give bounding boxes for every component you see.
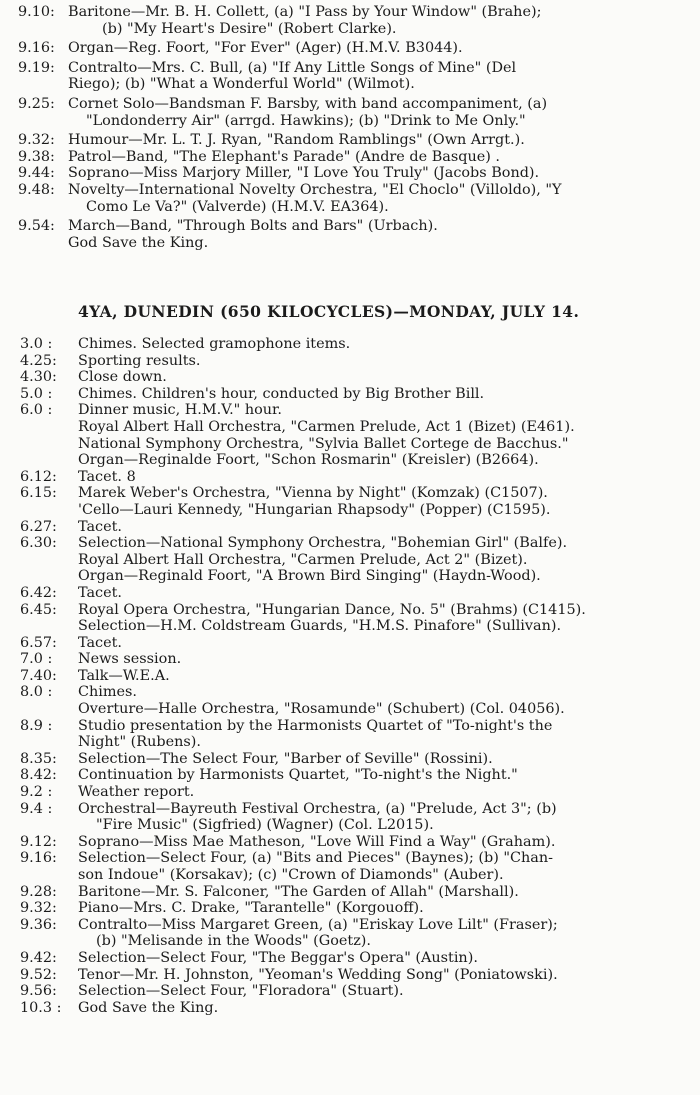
entry-time: 9.36: [20,916,57,933]
entry-line: Selection—National Symphony Orchestra, "Bohemian Girl" (Balfe). [78,535,568,552]
entry-time: 9.16: [18,40,55,57]
entry-line: Royal Opera Orchestra, "Hungarian Dance, No. 5" (Brahms) (C1415). [78,601,586,618]
entry-line: Night" (Rubens). [78,734,201,751]
entry-line: March—Band, "Through Bolts and Bars" (Urbach). [68,218,438,235]
entry-line: Studio presentation by the Harmonists Quartet of "To-night's the [78,717,553,734]
entry-line: Riego); (b) "What a Wonderful World" (Wilmot). [68,76,415,93]
programme-entry [0,485,700,518]
entry-time: 9.44: [18,165,55,182]
programme-entry [0,967,700,984]
4ya-dunedin-programme [0,336,700,1016]
programme-entry [0,4,700,37]
entry-line: Selection—Select Four, "Floradora" (Stuart). [78,983,404,1000]
entry-time: 9.19: [18,59,55,76]
entry-line: News session. [78,651,182,668]
programme-entry [0,917,700,950]
entry-line: Soprano—Miss Mae Matheson, "Love Will Find a Way" (Graham). [78,833,556,850]
entry-time: 9.28: [20,883,57,900]
entry-time: 9.56: [20,983,57,1000]
entry-time: 6.42: [20,584,57,601]
entry-time: 6.15: [20,485,57,502]
entry-time: 3.0 : [20,336,53,352]
programme-entry [0,635,700,652]
entry-time: 8.9 : [20,717,53,734]
entry-line: Organ—Reg. Foort, "For Ever" (Ager) (H.M.V. B3044). [68,40,463,57]
entry-line: Chimes. Selected gramophone items. [78,336,351,352]
entry-time: 7.0 : [20,651,53,668]
programme-entry [0,684,700,717]
entry-line: Contralto—Mrs. C. Bull, (a) "If Any Little Songs of Mine" (Del [68,59,517,76]
entry-line: Selection—Select Four, (a) "Bits and Pieces" (Baynes); (b) "Chan- [78,850,553,867]
programme-entry [0,40,700,57]
entry-time: 6.45: [20,601,57,618]
entry-line: Como Le Va?" (Valverde) (H.M.V. EA364). [86,198,389,215]
entry-time: 8.0 : [20,684,53,701]
entry-time: 5.0 : [20,385,53,402]
programme-entry [0,585,700,602]
programme-entry [0,386,700,403]
programme-entry [0,1000,700,1017]
entry-line: Chimes. Children's hour, conducted by Big Brother Bill. [78,385,485,402]
entry-line: National Symphony Orchestra, "Sylvia Ballet Cortege de Bacchus." [78,435,569,452]
programme-entry [0,801,700,834]
programme-entry [0,602,700,635]
programme-entry [0,519,700,536]
entry-line: Royal Albert Hall Orchestra, "Carmen Prelude, Act 2" (Bizet). [78,551,528,568]
programme-entry [0,218,700,251]
entry-time: 9.52: [20,966,57,983]
entry-line: 'Cello—Lauri Kennedy, "Hungarian Rhapsody" (Popper) (C1595). [78,501,551,518]
entry-time: 9.32: [20,900,57,917]
programme-entry [0,369,700,386]
entry-line: Piano—Mrs. C. Drake, "Tarantelle" (Korgouoff). [78,900,424,917]
programme-entry [0,668,700,685]
entry-time: 8.35: [20,750,57,767]
entry-line: Tacet. [78,634,122,651]
entry-line: Weather report. [78,784,195,801]
entry-line: "Fire Music" (Sigfried) (Wagner) (Col. L2015). [96,817,434,834]
entry-line: Patrol—Band, "The Elephant's Parade" (Andre de Basque) . [68,148,500,165]
entry-time: 9.42: [20,949,57,966]
entry-line: God Save the King. [68,234,209,251]
entry-time: 9.32: [18,132,55,149]
entry-line: Dinner music, H.M.V." hour. [78,402,282,419]
entry-line: Baritone—Mr. B. H. Collett, (a) "I Pass by Your Window" (Brahe); [68,4,542,20]
entry-line: Tenor—Mr. H. Johnston, "Yeoman's Wedding Song" (Poniatowski). [78,966,558,983]
programme-entry [0,182,700,215]
entry-time: 6.0 : [20,402,53,419]
entry-time: 6.57: [20,634,57,651]
entry-line: son Indoue" (Korsakav); (c) "Crown of Diamonds" (Auber). [78,867,504,883]
entry-time: 9.38: [18,148,55,165]
programme-entry [0,132,700,149]
entry-time: 7.40: [20,667,57,684]
programme-entry [0,767,700,784]
entry-time: 9.2 : [20,784,53,801]
entry-line: Overture—Halle Orchestra, "Rosamunde" (Schubert) (Col. 04056). [78,701,565,718]
station-heading: 4YA, DUNEDIN (650 KILOCYCLES)—MONDAY, JULY 14. [78,302,580,321]
entry-line: Chimes. [78,684,138,701]
entry-line: Novelty—International Novelty Orchestra, "El Choclo" (Villoldo), "Y [68,181,562,198]
entry-line: Selection—Select Four, "The Beggar's Opera" (Austin). [78,949,478,966]
entry-line: Selection—The Select Four, "Barber of Seville" (Rossini). [78,750,493,767]
entry-line: Tacet. 8 [78,468,136,485]
entry-line: Tacet. [78,584,122,601]
programme-entry [0,651,700,668]
entry-time: 10.3 : [20,999,62,1016]
entry-line: Cornet Solo—Bandsman F. Barsby, with band accompaniment, (a) [68,95,548,112]
entry-line: (b) "Melisande in the Woods" (Goetz). [96,933,371,950]
entry-line: Selection—H.M. Coldstream Guards, "H.M.S. Pinafore" (Sullivan). [78,618,562,635]
programme-entry [0,165,700,182]
entry-line: Baritone—Mr. S. Falconer, "The Garden of Allah" (Marshall). [78,883,519,900]
programme-entry [0,96,700,129]
entry-time: 9.54: [18,218,55,235]
entry-time: 9.48: [18,181,55,198]
programme-entry [0,718,700,751]
programme-entry [0,983,700,1000]
entry-line: Soprano—Miss Marjory Miller, "I Love You Truly" (Jacobs Bond). [68,165,540,182]
entry-line: Contralto—Miss Margaret Green, (a) "Eriskay Love Lilt" (Fraser); [78,916,558,933]
programme-entry [0,950,700,967]
entry-time: 9.25: [18,95,55,112]
programme-entry [0,469,700,486]
entry-time: 4.30: [20,369,57,386]
entry-line: Humour—Mr. L. T. J. Ryan, "Random Ramblings" (Own Arrgt.). [68,132,525,149]
entry-time: 9.16: [20,850,57,867]
entry-time: 8.42: [20,767,57,784]
entry-time: 9.12: [20,833,57,850]
entry-time: 6.30: [20,535,57,552]
programme-entry [0,784,700,801]
programme-entry [0,149,700,166]
programme-entry [0,336,700,353]
programme-entry [0,751,700,768]
entry-line: Organ—Reginald Foort, "A Brown Bird Singing" (Haydn-Wood). [78,568,541,585]
entry-line: Royal Albert Hall Orchestra, "Carmen Prelude, Act 1 (Bizet) (E461). [78,418,575,435]
entry-line: "Londonderry Air" (arrgd. Hawkins); (b) "Drink to Me Only." [86,112,526,129]
programme-entry [0,850,700,883]
entry-line: Orchestral—Bayreuth Festival Orchestra, (a) "Prelude, Act 3"; (b) [78,800,557,817]
programme-entry [0,834,700,851]
entry-line: Sporting results. [78,352,201,369]
entry-time: 9.4 : [20,800,53,817]
entry-line: (b) "My Heart's Desire" (Robert Clarke). [102,20,397,37]
previous-station-programme [0,4,700,251]
entry-line: God Save the King. [78,999,219,1016]
programme-entry [0,900,700,917]
programme-entry [0,60,700,93]
programme-entry [0,535,700,585]
programme-entry [0,402,700,468]
entry-time: 4.25: [20,352,57,369]
programme-entry [0,884,700,901]
entry-line: Talk—W.E.A. [78,667,170,684]
entry-line: Organ—Reginalde Foort, "Schon Rosmarin" (Kreisler) (B2664). [78,452,539,469]
entry-time: 6.27: [20,518,57,535]
programme-entry [0,353,700,370]
entry-time: 6.12: [20,468,57,485]
entry-line: Continuation by Harmonists Quartet, "To-night's the Night." [78,767,518,784]
entry-time: 9.10: [18,4,55,20]
entry-line: Marek Weber's Orchestra, "Vienna by Night" (Komzak) (C1507). [78,485,548,502]
entry-line: Close down. [78,369,167,386]
entry-line: Tacet. [78,518,122,535]
